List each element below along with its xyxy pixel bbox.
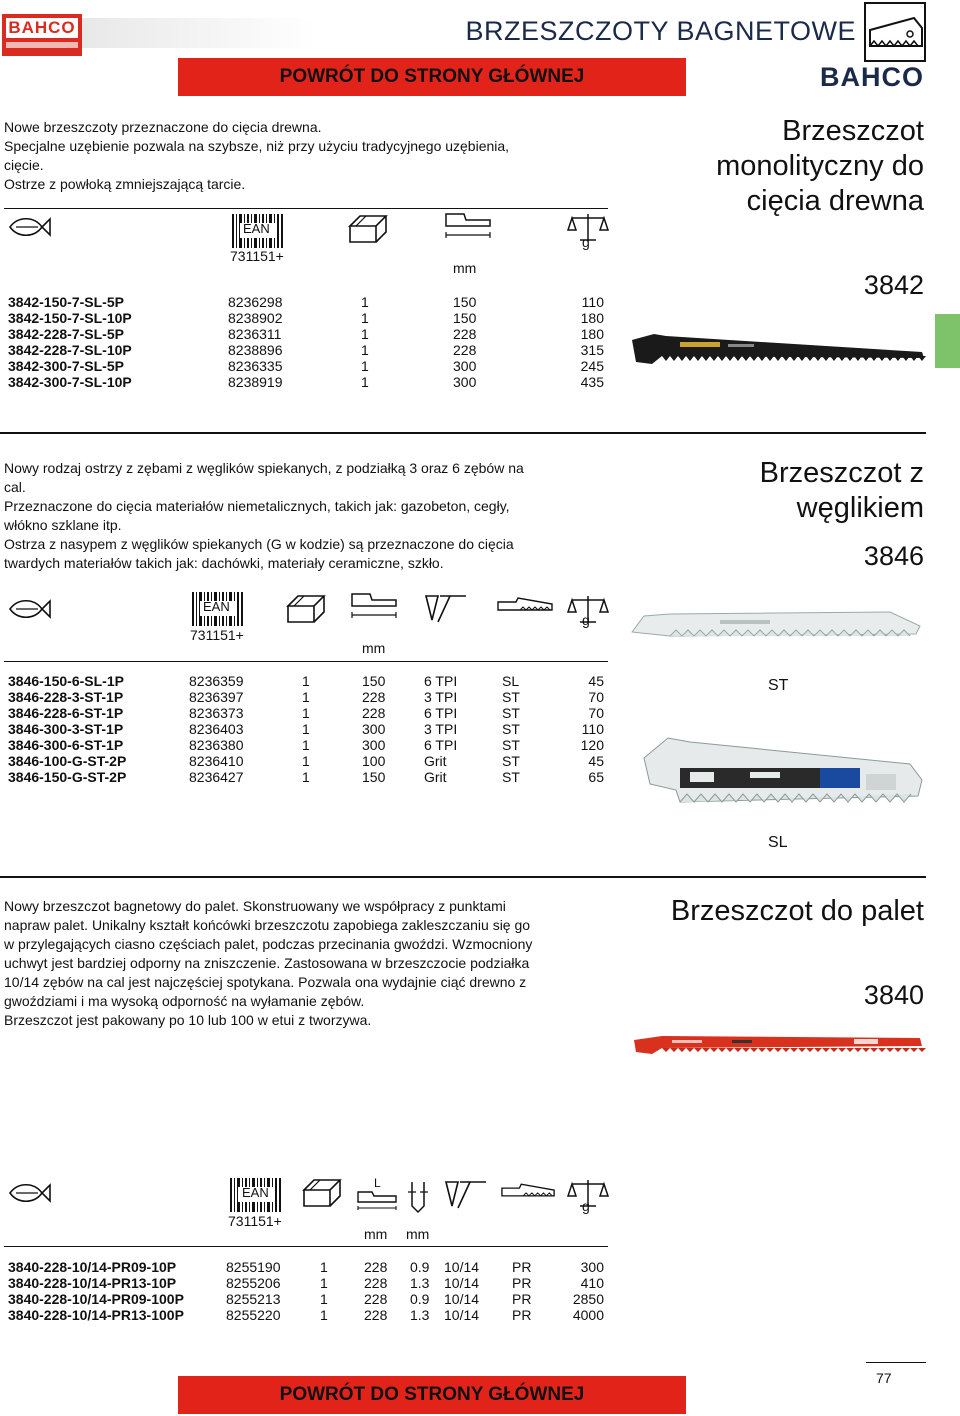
table-cell: 6 TPI	[424, 737, 458, 753]
blade-length-icon	[356, 1188, 398, 1212]
desc-line: 10/14 zębów na cal jest najczęściej spotykana. Pozwala ona wydajnie ciąć drewno z	[4, 974, 527, 990]
table-cell: 410	[580, 1275, 604, 1291]
fish-icon	[8, 210, 52, 244]
title-line: węglikiem	[796, 492, 924, 524]
table-cell: 3842-228-7-SL-5P	[8, 326, 124, 342]
table-cell: 8255190	[226, 1259, 281, 1275]
table-cell: 300	[362, 737, 386, 753]
desc-line: Nowe brzeszczoty przeznaczone do cięcia drewna.	[4, 119, 322, 135]
table-cell: 70	[588, 705, 604, 721]
table-cell: 8236335	[228, 358, 283, 374]
table-header-rule	[4, 208, 608, 209]
table-cell: 8255220	[226, 1307, 281, 1323]
table-cell: 300	[453, 358, 477, 374]
table-cell: 1	[302, 753, 310, 769]
title-line: Brzeszczot z	[759, 457, 924, 489]
desc-line: Nowy rodzaj ostrzy z zębami z węglików spiekanych, z podziałką 3 oraz 6 zębów na	[4, 460, 524, 476]
ean-prefix: 731151+	[230, 248, 284, 264]
table-cell: 110	[581, 294, 604, 310]
table-cell: 1	[361, 374, 369, 390]
desc-line: Przeznaczone do cięcia materiałów niemetalicznych, takich jak: gazobeton, cegły,	[4, 498, 510, 514]
table-cell: 0.9	[410, 1259, 430, 1275]
table-cell: 3842-150-7-SL-10P	[8, 310, 132, 326]
table-cell: 150	[453, 310, 477, 326]
blade-image-3842	[632, 322, 926, 368]
bahco-logo-text: BAHCO	[6, 18, 78, 38]
back-to-home-button-footer[interactable]: POWRÓT DO STRONY GŁÓWNEJ	[178, 1376, 686, 1414]
table-cell: 8236359	[189, 673, 244, 689]
table-cell: 228	[453, 326, 477, 342]
table-cell: 1	[361, 294, 369, 310]
table-cell: 228	[362, 689, 386, 705]
blade-type-icon	[500, 1182, 558, 1202]
table-cell: 1	[302, 737, 310, 753]
table-cell: ST	[502, 721, 520, 737]
table-cell: PR	[512, 1307, 532, 1323]
table-cell: Grit	[424, 753, 447, 769]
table-cell: 315	[580, 342, 604, 358]
table-cell: PR	[512, 1291, 532, 1307]
desc-line: Specjalne uzębienie pozwala na szybsze, niż przy użyciu tradycyjnego uzębienia,	[4, 138, 510, 154]
box-icon	[284, 592, 328, 626]
back-to-home-button[interactable]: POWRÓT DO STRONY GŁÓWNEJ	[178, 58, 686, 96]
table-cell: 1	[302, 705, 310, 721]
table-cell: 300	[580, 1259, 604, 1275]
table-cell: 1	[320, 1275, 328, 1291]
table-cell: 8236380	[189, 737, 244, 753]
table-cell: 10/14	[444, 1291, 480, 1307]
table-cell: 120	[580, 737, 604, 753]
category-title: BRZESZCZOTY BAGNETOWE	[465, 16, 856, 46]
table-cell: 3846-150-G-ST-2P	[8, 769, 127, 785]
table-cell: 1.3	[410, 1275, 430, 1291]
desc-line: Ostrza z nasypem z węglików spiekanych (G w kodzie) są przeznaczone do cięcia	[4, 536, 514, 552]
table-cell: 1	[361, 326, 369, 342]
table-cell: 3846-150-6-SL-1P	[8, 673, 124, 689]
table-cell: 1	[361, 358, 369, 374]
table-cell: 8236311	[228, 326, 282, 342]
product-title-3846	[760, 456, 924, 526]
table-cell: 3846-300-6-ST-1P	[8, 737, 124, 753]
table-cell: 3840-228-10/14-PR13-10P	[8, 1275, 177, 1291]
table-cell: 228	[364, 1307, 388, 1323]
table-cell: 70	[588, 689, 604, 705]
table-cell: 1	[320, 1291, 328, 1307]
table-cell: 228	[362, 705, 386, 721]
table-cell: PR	[512, 1275, 532, 1291]
section-divider	[0, 876, 926, 878]
table-cell: 2850	[572, 1291, 604, 1307]
blade-image-3846-sl	[630, 604, 924, 646]
blade-image-3846-st	[640, 718, 926, 822]
table-cell: 45	[588, 753, 604, 769]
table-cell: 8255213	[226, 1291, 281, 1307]
title-line: Brzeszczot do palet	[670, 895, 924, 927]
table-cell: 8236427	[189, 769, 244, 785]
table-cell: 3842-228-7-SL-10P	[8, 342, 132, 358]
page-number-rule	[866, 1362, 926, 1363]
table-cell: ST	[502, 705, 520, 721]
table-cell: 8236410	[189, 753, 244, 769]
table-cell: 8236298	[228, 294, 283, 310]
box-icon	[346, 212, 390, 246]
table-cell: 6 TPI	[424, 705, 458, 721]
table-cell: 3842-300-7-SL-10P	[8, 374, 132, 390]
label-st: ST	[768, 677, 789, 694]
blade-thickness-icon	[406, 1180, 430, 1214]
section-divider	[0, 432, 926, 434]
table-cell: 228	[364, 1259, 388, 1275]
label-sl: SL	[768, 834, 788, 851]
unit-mm: mm	[453, 260, 477, 276]
table-cell: 100	[362, 753, 386, 769]
desc-line: cięcie.	[4, 157, 44, 173]
product-description-3846	[4, 459, 604, 573]
table-header-rule	[4, 1246, 608, 1247]
table-cell: 3846-100-G-ST-2P	[8, 753, 127, 769]
table-cell: 150	[362, 769, 386, 785]
table-cell: 65	[588, 769, 604, 785]
table-cell: 3840-228-10/14-PR13-100P	[8, 1307, 184, 1323]
table-cell: 8238902	[228, 310, 283, 326]
page-number: 77	[876, 1370, 892, 1386]
ean-label: EAN	[243, 221, 270, 236]
table-cell: 3840-228-10/14-PR09-10P	[8, 1259, 177, 1275]
table-cell: 3 TPI	[424, 721, 458, 737]
table-header-rule	[4, 661, 608, 662]
table-cell: 3 TPI	[424, 689, 458, 705]
table-cell: ST	[502, 769, 520, 785]
table-cell: Grit	[424, 769, 447, 785]
box-icon	[300, 1176, 344, 1210]
product-code-3840: 3840	[863, 980, 924, 1010]
unit-g: g	[582, 234, 590, 250]
unit-mm: mm	[362, 640, 386, 656]
table-cell: 1	[302, 769, 310, 785]
table-cell: 8255206	[226, 1275, 281, 1291]
title-line: monolityczny do	[716, 150, 924, 182]
product-description-3840	[4, 897, 604, 1030]
table-cell: 1	[361, 310, 369, 326]
blade-image-3840	[632, 1030, 926, 1062]
desc-line: twardych materiałów takich jak: dachówki, materiały ceramiczne, szkło.	[4, 555, 444, 571]
fish-icon	[8, 1176, 52, 1210]
blade-length-icon	[444, 210, 492, 240]
table-cell: 8236373	[189, 705, 244, 721]
table-cell: 150	[453, 294, 477, 310]
table-cell: 3842-150-7-SL-5P	[8, 294, 124, 310]
table-cell: 300	[362, 721, 386, 737]
unit-g: g	[582, 1198, 590, 1214]
table-cell: PR	[512, 1259, 532, 1275]
table-cell: 1	[302, 673, 310, 689]
ean-prefix: 731151+	[190, 627, 244, 643]
table-cell: 150	[362, 673, 386, 689]
ean-label: EAN	[242, 1185, 269, 1200]
desc-line: Brzeszczot jest pakowany po 10 lub 100 w etui z tworzywa.	[4, 1012, 372, 1028]
table-cell: 1	[320, 1259, 328, 1275]
table-cell: 8236403	[189, 721, 244, 737]
table-cell: ST	[502, 689, 520, 705]
table-cell: 1	[302, 689, 310, 705]
table-cell: 228	[364, 1275, 388, 1291]
blade-type-icon	[496, 596, 556, 616]
table-cell: 45	[588, 673, 604, 689]
table-cell: 110	[581, 721, 604, 737]
table-cell: ST	[502, 737, 520, 753]
blade-length-icon	[350, 590, 398, 620]
length-letter: L	[374, 1176, 381, 1190]
tooth-shape-icon	[424, 592, 468, 626]
desc-line: napraw palet. Unikalny kształt końcówki brzeszczotu zapobiega zakleszczaniu się go	[4, 917, 531, 933]
unit-mm-length: mm	[364, 1226, 388, 1242]
table-cell: 8238919	[228, 374, 283, 390]
product-description-3842	[4, 118, 604, 194]
product-code-3842: 3842	[863, 270, 924, 300]
table-cell: 300	[453, 374, 477, 390]
unit-g: g	[582, 612, 590, 628]
table-cell: 180	[580, 326, 604, 342]
desc-line: Ostrze z powłoką zmniejszającą tarcie.	[4, 176, 246, 192]
table-cell: 3846-228-6-ST-1P	[8, 705, 124, 721]
unit-mm-thickness: mm	[406, 1226, 430, 1242]
desc-line: w przylegających ciasno częściach palet, podczas przecinania gwoździ. Wzmocniony	[4, 936, 533, 952]
product-code-3846: 3846	[863, 541, 924, 571]
table-cell: SL	[502, 673, 520, 689]
table-cell: 1	[302, 721, 310, 737]
title-line: Brzeszczot	[782, 115, 924, 147]
table-cell: 10/14	[444, 1259, 480, 1275]
table-cell: 10/14	[444, 1307, 480, 1323]
table-cell: 228	[364, 1291, 388, 1307]
table-cell: 1	[361, 342, 369, 358]
table-cell: 3842-300-7-SL-5P	[8, 358, 124, 374]
desc-line: uchwyt jest bardziej odporny na zniszczenie. Zastosowana w brzeszczocie podziałka	[4, 955, 530, 971]
product-title-3840	[671, 894, 924, 929]
logo-stripe	[6, 42, 78, 48]
fish-icon	[8, 592, 52, 626]
table-cell: 4000	[572, 1307, 604, 1323]
saw-blade-icon	[864, 2, 926, 62]
desc-line: włókno szklane itp.	[4, 517, 122, 533]
section-tab-marker	[935, 314, 960, 368]
table-cell: 180	[580, 310, 604, 326]
ean-label: EAN	[203, 599, 230, 614]
table-cell: 6 TPI	[424, 673, 458, 689]
table-cell: 0.9	[410, 1291, 430, 1307]
table-cell: 245	[580, 358, 604, 374]
table-cell: 1.3	[410, 1307, 430, 1323]
desc-line: Nowy brzeszczot bagnetowy do palet. Skonstruowany we współpracy z punktami	[4, 898, 506, 914]
table-cell: ST	[502, 753, 520, 769]
tooth-shape-icon	[444, 1178, 488, 1212]
table-cell: 435	[580, 374, 604, 390]
desc-line: cal.	[4, 479, 26, 495]
table-cell: 8238896	[228, 342, 283, 358]
table-cell: 8236397	[189, 689, 244, 705]
desc-line: gwoździami i ma wysoką odporność na wyłamanie zębów.	[4, 993, 365, 1009]
table-cell: 228	[453, 342, 477, 358]
product-title-3842	[716, 114, 924, 219]
brand-name: BAHCO	[820, 62, 924, 92]
ean-prefix: 731151+	[228, 1213, 282, 1229]
title-line: cięcia drewna	[746, 185, 924, 217]
table-cell: 1	[320, 1307, 328, 1323]
table-cell: 3846-300-3-ST-1P	[8, 721, 124, 737]
table-cell: 10/14	[444, 1275, 480, 1291]
table-cell: 3840-228-10/14-PR09-100P	[8, 1291, 184, 1307]
table-cell: 3846-228-3-ST-1P	[8, 689, 124, 705]
